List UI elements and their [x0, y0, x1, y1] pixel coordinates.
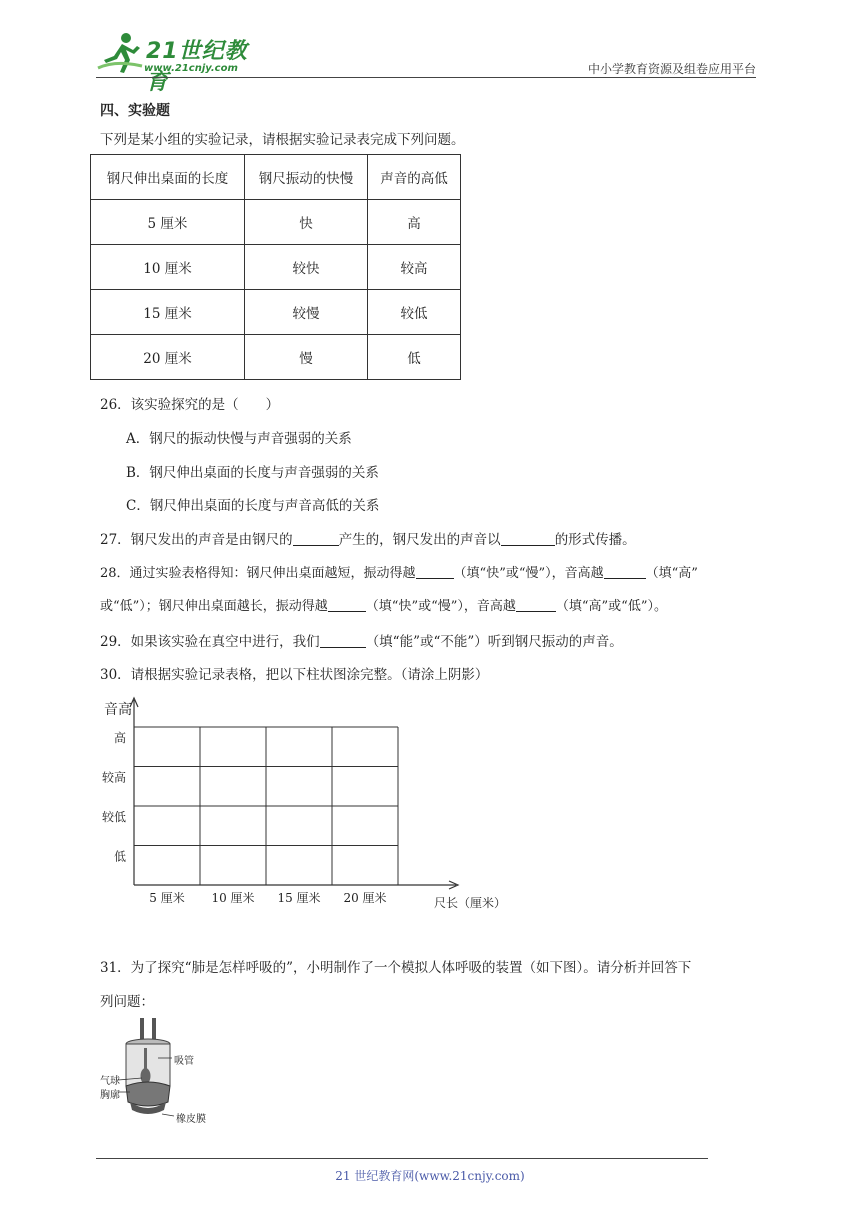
- question-text: （填“快”或“慢”），音高越: [365, 599, 516, 614]
- y-axis-label: 音高: [104, 702, 132, 718]
- table-cell: 快: [245, 200, 368, 245]
- question-text: （填“快”或“慢”），音高越: [453, 566, 604, 581]
- table-cell: 15 厘米: [91, 290, 245, 335]
- answer-blank[interactable]: [328, 597, 366, 612]
- section-title: 四、实验题: [100, 103, 170, 119]
- answer-blank[interactable]: [604, 564, 646, 579]
- question-text: 28．通过实验表格得知：钢尺伸出桌面越短，振动得越: [100, 566, 416, 581]
- answer-blank[interactable]: [416, 564, 454, 579]
- table-header-cell: 钢尺伸出桌面的长度: [91, 155, 245, 200]
- logo-url: www.21cnjy.com: [144, 63, 238, 74]
- runner-logo-icon: [96, 30, 146, 76]
- question-30: 30．请根据实验记录表格，把以下柱状图涂完整。（请涂上阴影）: [100, 667, 489, 683]
- y-tick-label: 低: [113, 849, 126, 864]
- question-29: [100, 630, 623, 650]
- table-cell: 20 厘米: [91, 335, 245, 380]
- x-axis-label: 尺长（厘米）: [434, 896, 507, 910]
- table-row: [91, 290, 461, 335]
- option-b[interactable]: B．钢尺伸出桌面的长度与声音强弱的关系: [126, 465, 379, 481]
- question-text: （填“高”: [645, 566, 698, 581]
- page-header: [96, 30, 756, 95]
- answer-blank[interactable]: [320, 633, 366, 648]
- bar-chart[interactable]: [96, 690, 526, 916]
- platform-name: 中小学教育资源及组卷应用平台: [587, 62, 756, 76]
- y-tick-label: 较低: [101, 810, 126, 824]
- breathing-model-drawing: [100, 1018, 240, 1130]
- option-c[interactable]: C．钢尺伸出桌面的长度与声音高低的关系: [126, 498, 380, 514]
- question-text: 或“低”）；钢尺伸出桌面越长，振动得越: [100, 599, 328, 614]
- x-tick-label: 10 厘米: [211, 891, 255, 905]
- table-cell: 高: [368, 200, 461, 245]
- answer-blank[interactable]: [516, 597, 556, 612]
- table-cell: 10 厘米: [91, 245, 245, 290]
- answer-blank[interactable]: [293, 531, 339, 546]
- table-cell: 低: [368, 335, 461, 380]
- question-28-line-2: [100, 595, 667, 614]
- experiment-record-table: [90, 154, 461, 380]
- question-text: （填“能”或“不能”）听到钢尺振动的声音。: [365, 634, 623, 650]
- question-28-line-1: [100, 562, 698, 581]
- question-text: 的形式传播。: [554, 532, 636, 548]
- question-text: 29．如果该实验在真空中进行，我们: [100, 634, 320, 650]
- table-cell: 较快: [245, 245, 368, 290]
- table-header-cell: 钢尺振动的快慢: [245, 155, 368, 200]
- table-row: [91, 200, 461, 245]
- footer-divider: [96, 1158, 708, 1159]
- table-row: [91, 245, 461, 290]
- table-cell: 较高: [368, 245, 461, 290]
- y-tick-label: 高: [113, 731, 126, 745]
- table-cell: 慢: [245, 335, 368, 380]
- question-text: 产生的，钢尺发出的声音以: [338, 532, 501, 548]
- x-tick-label: 20 厘米: [343, 891, 387, 905]
- table-row: [91, 335, 461, 380]
- question-31-line-1: 31．为了探究“肺是怎样呼吸的”，小明制作了一个模拟人体呼吸的装置（如下图）。请分析并回答下: [100, 960, 692, 976]
- y-tick-label: 较高: [101, 770, 126, 785]
- question-26: 26．该实验探究的是（ ）: [100, 397, 280, 413]
- intro-text: 下列是某小组的实验记录，请根据实验记录表完成下列问题。: [100, 132, 465, 148]
- chart-grid: [134, 727, 398, 885]
- option-a[interactable]: A．钢尺的振动快慢与声音强弱的关系: [126, 431, 352, 447]
- question-31-line-2: 列问题：: [100, 994, 154, 1010]
- table-cell: 较低: [368, 290, 461, 335]
- table-header-cell: 声音的高低: [368, 155, 461, 200]
- table-cell: 5 厘米: [91, 200, 245, 245]
- logo: [96, 30, 266, 95]
- membrane-label: 橡皮膜: [176, 1114, 206, 1125]
- question-text: （填“高”或“低”）。: [555, 599, 667, 614]
- header-divider: [96, 77, 756, 78]
- question-27: [100, 528, 636, 548]
- table-cell: 较慢: [245, 290, 368, 335]
- chest-label: 胸廓: [100, 1090, 120, 1101]
- balloon-label: 气球: [100, 1076, 120, 1087]
- x-tick-label: 15 厘米: [277, 891, 321, 905]
- straw-label: 吸管: [174, 1056, 194, 1067]
- table-header-row: [91, 155, 461, 200]
- answer-blank[interactable]: [501, 531, 555, 546]
- x-tick-label: 5 厘米: [149, 891, 185, 905]
- question-text: 27．钢尺发出的声音是由钢尺的: [100, 532, 293, 548]
- page-footer: 21 世纪教育网(www.21cnjy.com): [335, 1169, 525, 1183]
- logo-text: 21世纪教育: [146, 39, 248, 95]
- breathing-model-figure: [100, 1018, 240, 1130]
